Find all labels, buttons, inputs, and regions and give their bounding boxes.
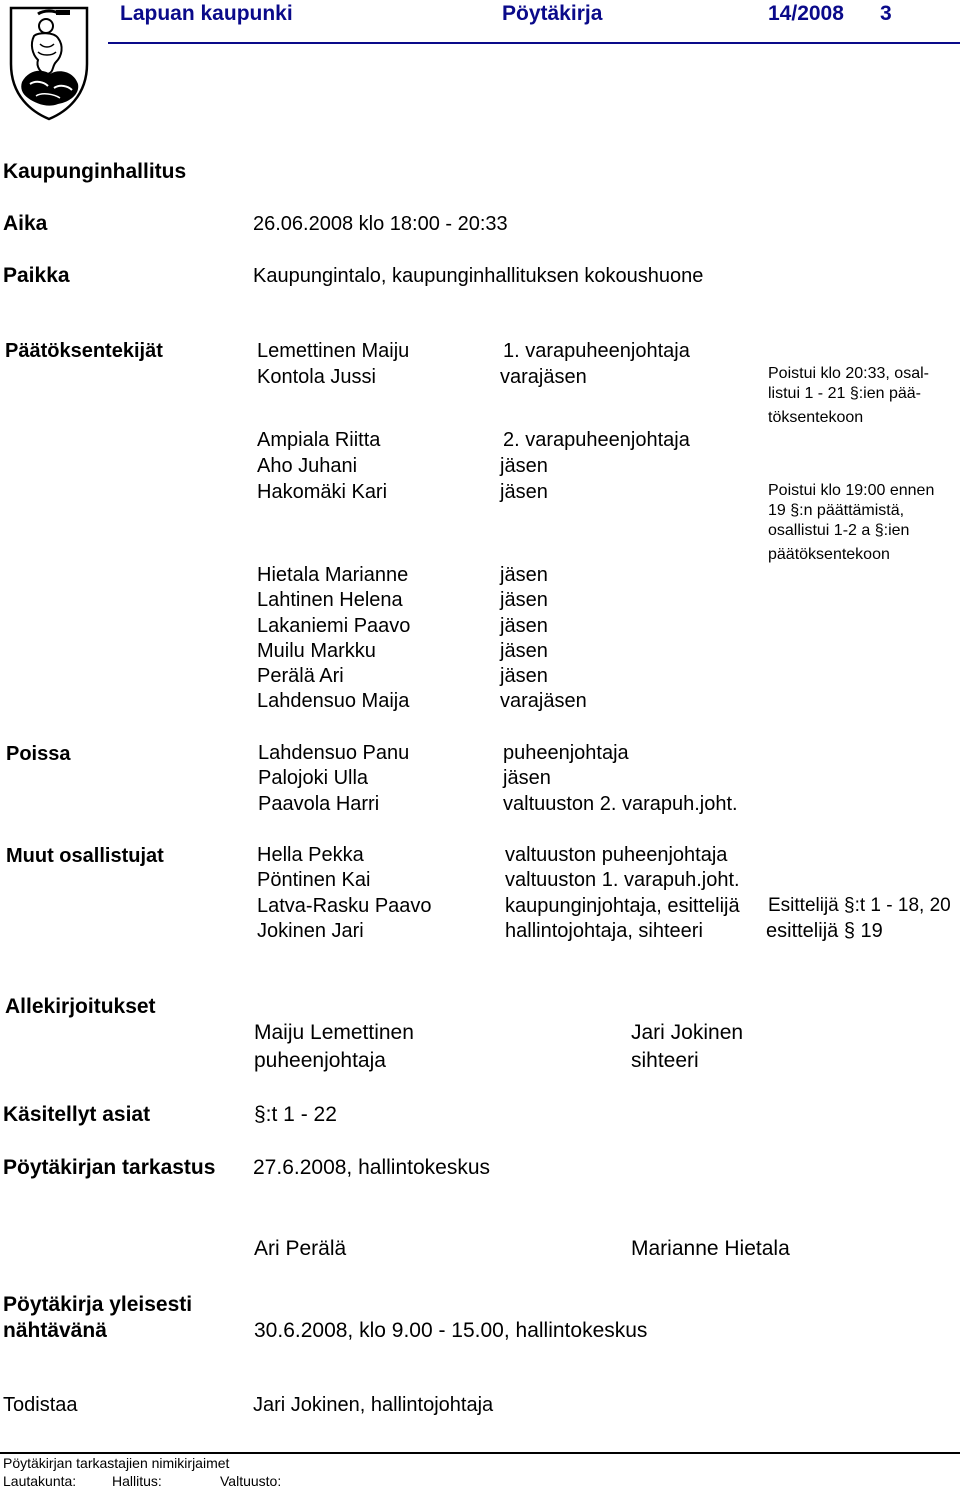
header-rule [108,42,960,44]
others-roles-list: valtuuston puheenjohtaja valtuuston 1. varapuh.joht. kaupunginjohtaja, esittelijä hallintojohtaja, sihteeri [505,844,740,942]
signatures-label: Allekirjoitukset [5,995,156,1018]
header-doc-type: Pöytäkirja [502,2,603,25]
review-value: 27.6.2008, hallintokeskus [253,1156,490,1179]
member-name: Hakomäki Kari [257,481,388,503]
body-name: Kaupunginhallitus [3,160,187,183]
footer-rule [0,1452,960,1454]
header-city: Lapuan kaupunki [120,2,293,25]
member-role: varajäsen [500,366,587,388]
absent-roles-list: puheenjohtaja jäsen valtuuston 2. varapuh.joht. [503,742,738,815]
handled-value: §:t 1 - 22 [254,1103,337,1126]
member-name: Ampiala Riitta [257,429,381,451]
others-names-list: Hella Pekka Pöntinen Kai Latva-Rasku Paavo Jokinen Jari [257,844,432,942]
hakomaki-note: Poistui klo 19:00 ennen 19 §:n päättämistä, osallistui 1-2 a §:ien päätöksentekoon [768,482,935,563]
signature-left: Maiju Lemettinen puheenjohtaja [254,1021,414,1072]
reviewer-2: Marianne Hietala [631,1237,790,1260]
members-roles-list: jäsen jäsen jäsen jäsen jäsen varajäsen [500,564,587,713]
time-label: Aika [3,212,48,235]
public-label: Pöytäkirja yleisesti nähtävänä [3,1293,193,1342]
review-label: Pöytäkirjan tarkastus [3,1156,216,1179]
certify-value: Jari Jokinen, hallintojohtaja [253,1394,494,1416]
place-label: Paikka [3,264,70,287]
coat-of-arms-logo [8,4,90,122]
footer-council: Valtuusto: [220,1473,282,1489]
member-name: Kontola Jussi [257,366,376,388]
member-role: 2. varapuheenjohtaja [503,429,690,451]
reviewer-1: Ari Perälä [254,1237,347,1260]
others-label: Muut osallistujat [6,845,164,867]
header-number: 14/2008 [768,2,844,25]
member-role: 1. varapuheenjohtaja [503,340,690,362]
footer-initials: Pöytäkirjan tarkastajien nimikirjaimet [3,1455,230,1471]
signature-right: Jari Jokinen sihteeri [631,1021,744,1072]
place-value: Kaupungintalo, kaupunginhallituksen kokoushuone [253,265,704,287]
absent-label: Poissa [6,743,71,765]
presenter-note: Esittelijä §:t 1 - 18, 20 [768,895,951,916]
member-name: Lemettinen Maiju [257,340,410,362]
absent-names-list: Lahdensuo Panu Palojoki Ulla Paavola Harri [258,742,410,815]
footer-board: Lautakunta: [3,1473,77,1489]
member-name: Aho Juhani [257,455,358,477]
footer-government: Hallitus: [112,1473,162,1489]
header-page-number: 3 [880,2,892,25]
kontola-note: Poistui klo 20:33, osal- listui 1 - 21 §:ien pää- töksentekoon [768,365,929,426]
public-value: 30.6.2008, klo 9.00 - 15.00, hallintokeskus [254,1319,648,1342]
certify-label: Todistaa [3,1394,78,1416]
decision-makers-label: Päätöksentekijät [5,340,163,362]
handled-label: Käsitellyt asiat [3,1103,151,1126]
time-value: 26.06.2008 klo 18:00 - 20:33 [253,213,508,235]
member-role: jäsen [500,455,548,477]
presenter-note: esittelijä § 19 [766,920,883,942]
members-names-list: Hietala Marianne Lahtinen Helena Lakaniemi Paavo Muilu Markku Perälä Ari Lahdensuo Maija [257,564,411,713]
member-role: jäsen [500,481,548,503]
